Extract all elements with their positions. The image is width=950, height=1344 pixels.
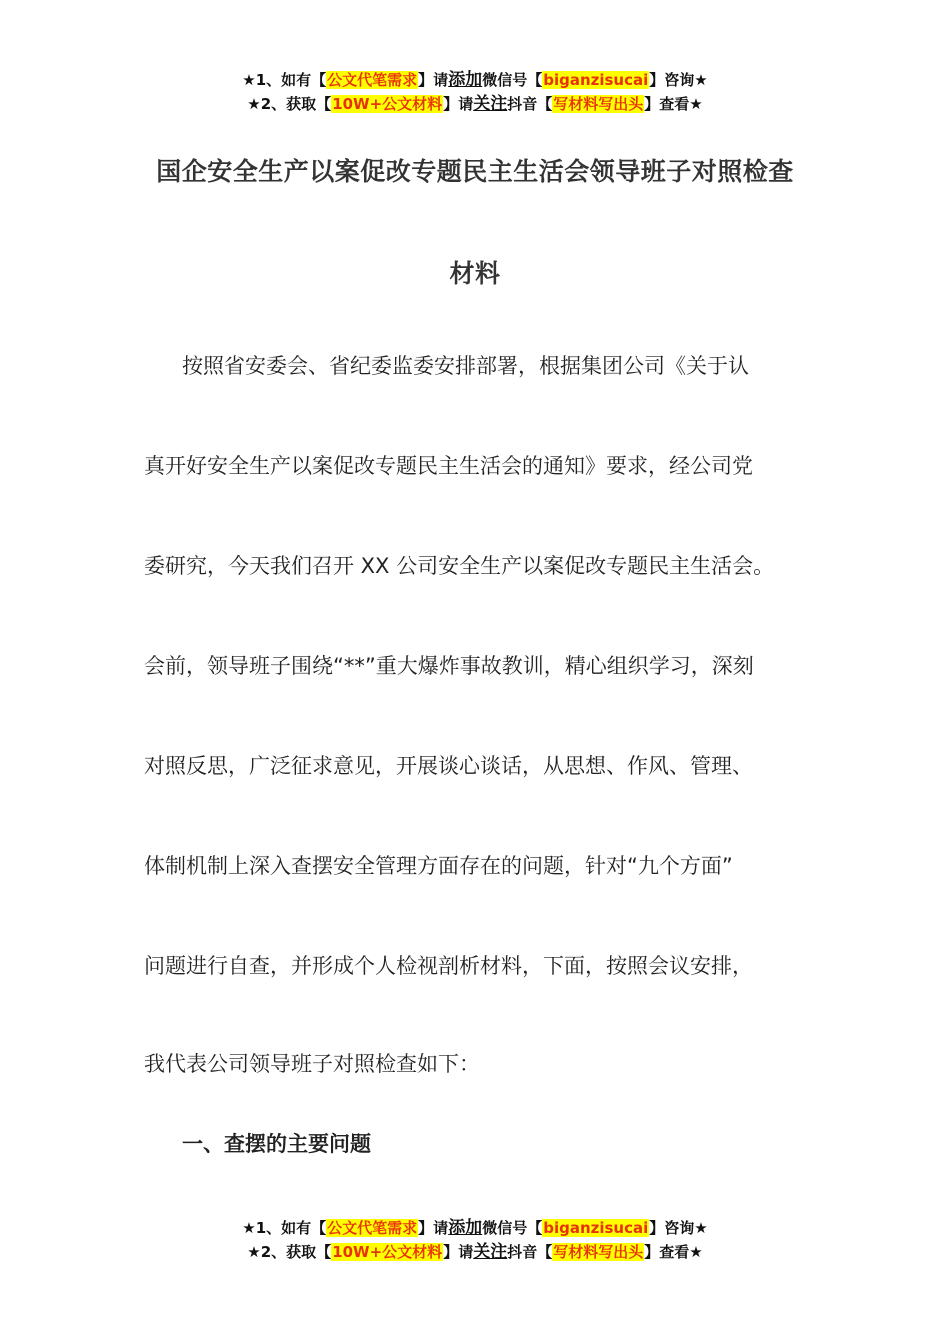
body-line: 真开好安全生产以案促改专题民主生活会的通知》要求，经公司党 bbox=[144, 454, 753, 478]
promo-highlight-service: 公文代笔需求 bbox=[327, 1219, 418, 1237]
body-line: 按照省安委会、省纪委监委安排部署，根据集团公司《关于认 bbox=[182, 354, 749, 378]
promo-highlight-service: 公文代笔需求 bbox=[327, 71, 418, 89]
promo-wechat-id: biganzisucai bbox=[543, 1219, 649, 1237]
promo-text: 微信号【 bbox=[482, 1219, 543, 1237]
promo-banner-bottom bbox=[0, 1216, 950, 1264]
promo-text: 抖音【 bbox=[507, 1243, 553, 1261]
body-line: 我代表公司领导班子对照检查如下： bbox=[144, 1052, 480, 1076]
document-title-line-1: 国企安全生产以案促改专题民主生活会领导班子对照检查 bbox=[156, 157, 794, 186]
promo-douyin-name: 写材料写出头 bbox=[553, 1243, 644, 1261]
promo-text: ★2、获取【 bbox=[247, 95, 332, 113]
body-line: 会前，领导班子围绕“**”重大爆炸事故教训，精心组织学习，深刻 bbox=[144, 654, 754, 678]
body-line: 委研究，今天我们召开 XX 公司安全生产以案促改专题民主生活会。 bbox=[144, 554, 775, 578]
body-line: 对照反思，广泛征求意见，开展谈心谈话，从思想、作风、管理、 bbox=[144, 754, 753, 778]
promo-add-emphasis: 添加 bbox=[448, 1218, 483, 1238]
promo-text: ★1、如有【 bbox=[242, 71, 327, 89]
document-title-line-2: 材料 bbox=[449, 259, 501, 288]
promo-text: 】请 bbox=[418, 1219, 449, 1237]
promo-line-2 bbox=[0, 92, 950, 116]
promo-line-1 bbox=[0, 68, 950, 92]
promo-line-1 bbox=[0, 1216, 950, 1240]
promo-text: ★1、如有【 bbox=[242, 1219, 327, 1237]
promo-text: 】请 bbox=[443, 1243, 474, 1261]
promo-text: 】查看★ bbox=[644, 95, 703, 113]
promo-wechat-id: biganzisucai bbox=[543, 71, 649, 89]
body-line: 问题进行自查，并形成个人检视剖析材料，下面，按照会议安排， bbox=[144, 954, 753, 978]
promo-text: 】咨询★ bbox=[649, 1219, 708, 1237]
promo-text: ★2、获取【 bbox=[247, 1243, 332, 1261]
promo-text: 】请 bbox=[418, 71, 449, 89]
promo-douyin-name: 写材料写出头 bbox=[553, 95, 644, 113]
promo-banner-top bbox=[0, 68, 950, 116]
body-line: 体制机制上深入查摆安全管理方面存在的问题，针对“九个方面” bbox=[144, 854, 733, 878]
section-heading: 一、查摆的主要问题 bbox=[182, 1132, 371, 1156]
promo-add-emphasis: 添加 bbox=[448, 70, 483, 90]
promo-follow-emphasis: 关注 bbox=[473, 1242, 508, 1262]
promo-line-2 bbox=[0, 1240, 950, 1264]
promo-text: 微信号【 bbox=[482, 71, 543, 89]
promo-highlight-materials: 10W+公文材料 bbox=[332, 95, 443, 113]
promo-text: 抖音【 bbox=[507, 95, 553, 113]
promo-highlight-materials: 10W+公文材料 bbox=[332, 1243, 443, 1261]
promo-text: 】请 bbox=[443, 95, 474, 113]
promo-text: 】咨询★ bbox=[649, 71, 708, 89]
promo-text: 】查看★ bbox=[644, 1243, 703, 1261]
promo-follow-emphasis: 关注 bbox=[473, 94, 508, 114]
